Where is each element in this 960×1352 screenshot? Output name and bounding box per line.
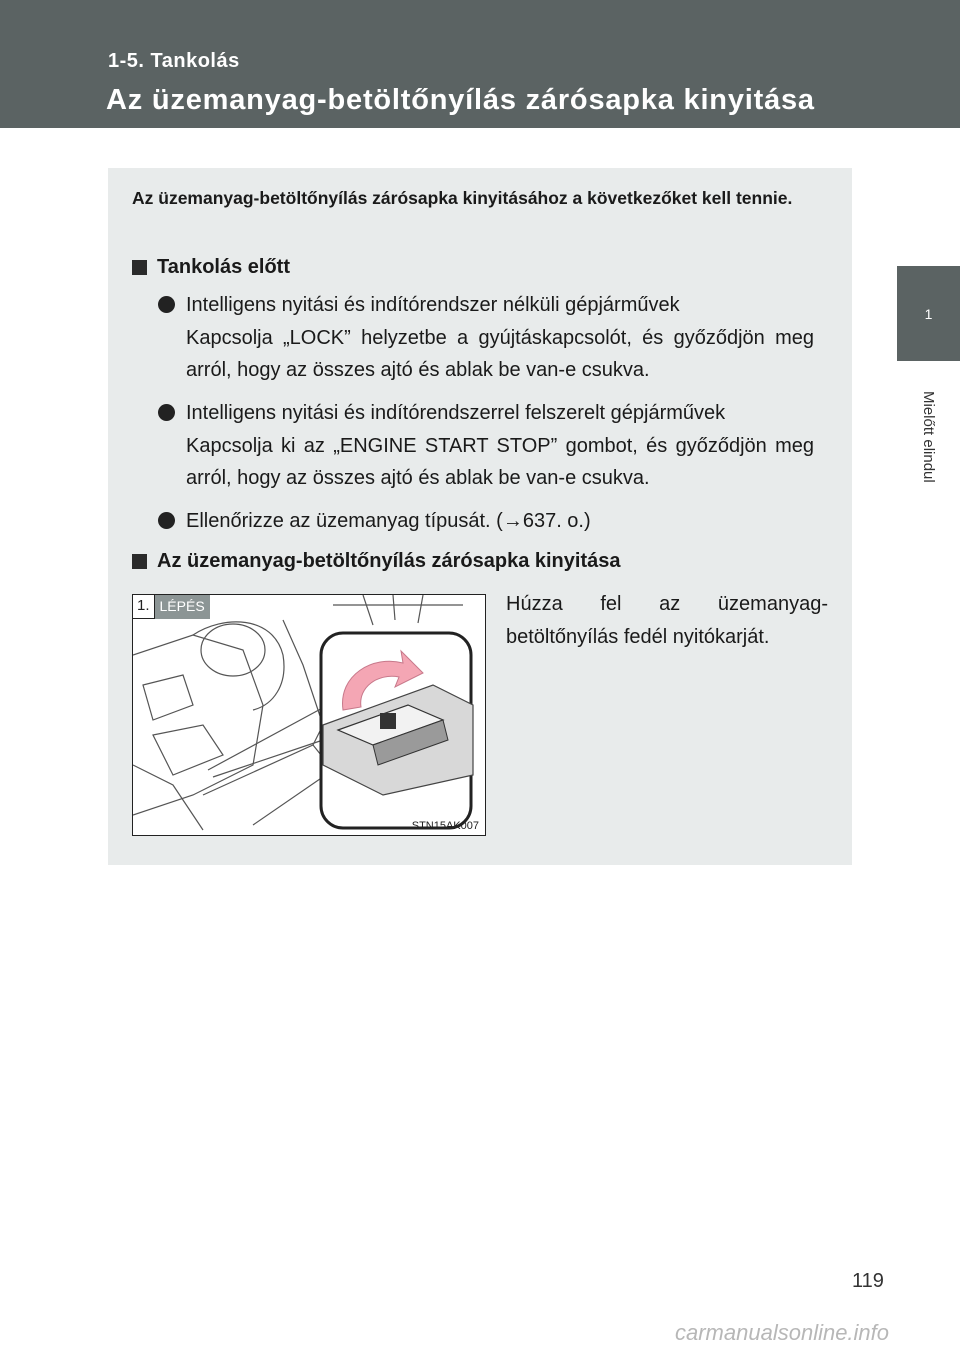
- round-bullet-icon: [158, 404, 175, 421]
- section-heading-text: Tankolás előtt: [157, 256, 290, 278]
- list-item-text: Kapcsolja ki az „ENGINE START STOP” gombot, és győződjön meg arról, hogy az összes ajtó és ablak be van-e csukva.: [186, 434, 814, 489]
- list-item-title: Ellenőrizze az üzemanyag típusát. (→637. o.): [186, 510, 591, 532]
- watermark: carmanualsonline.info: [675, 1320, 890, 1345]
- chapter-label: Mielőtt elindul: [920, 391, 937, 483]
- illustration-fuel-lever: [132, 594, 486, 836]
- round-bullet-icon: [158, 512, 175, 529]
- section-heading-before-refuel: [132, 256, 290, 279]
- round-bullet-icon: [158, 296, 175, 313]
- page-header: [0, 0, 960, 128]
- section-label: 1-5. Tankolás: [108, 50, 240, 72]
- square-bullet-icon: [132, 260, 147, 275]
- car-interior-drawing: [133, 595, 486, 836]
- list-item: [158, 289, 814, 387]
- fuel-pump-icon: [380, 713, 396, 729]
- step-number: 1.: [133, 595, 155, 619]
- section-heading-text: Az üzemanyag-betöltőnyílás zárósapka kinyitása: [157, 550, 621, 572]
- list-item: [158, 397, 814, 495]
- list-item-title: Intelligens nyitási és indítórendszerrel felszerelt gépjárművek: [186, 402, 726, 424]
- section-heading-open-cap: [132, 550, 621, 573]
- list-item-title: Intelligens nyitási és indítórendszer nélküli gépjárművek: [186, 294, 680, 316]
- chapter-number: 1: [924, 305, 933, 322]
- page-title: Az üzemanyag-betöltőnyílás zárósapka kinyitása: [106, 84, 815, 116]
- list-item: [158, 505, 814, 538]
- intro-text: Az üzemanyag-betöltőnyílás zárósapka kinyitásához a következőket kell tennie.: [132, 188, 793, 208]
- chapter-label-container: [897, 362, 960, 512]
- figure-code: STN15AK007: [411, 820, 479, 832]
- step-word: LÉPÉS: [155, 595, 210, 619]
- page-number: 119: [852, 1270, 884, 1292]
- square-bullet-icon: [132, 554, 147, 569]
- step-instruction: Húzza fel az üzemanyag-betöltőnyílás fedél nyitókarját.: [506, 593, 828, 648]
- list-item-text: Kapcsolja „LOCK” helyzetbe a gyújtáskapcsolót, és győződjön meg arról, hogy az összes ajtó és ablak be van-e csukva.: [186, 326, 814, 381]
- step-badge: [133, 595, 210, 619]
- chapter-tab[interactable]: [897, 266, 960, 361]
